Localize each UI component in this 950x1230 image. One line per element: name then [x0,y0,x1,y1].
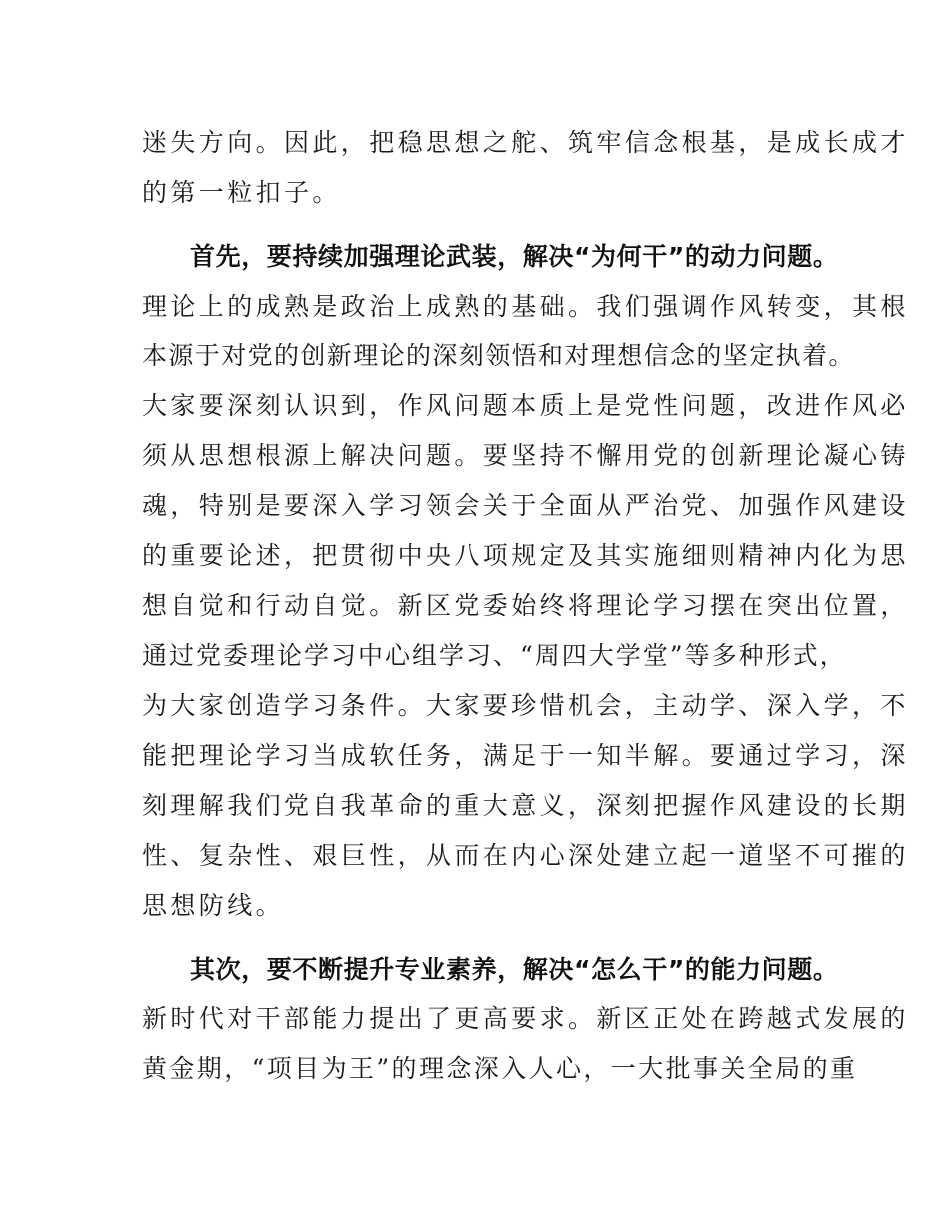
section-heading-second: 其次，要不断提升专业素养，解决“怎么干”的能力问题。 [190,955,839,984]
paragraph-line: 刻理解我们党自我革命的重大意义，深刻把握作风建设的长期 [142,791,909,820]
paragraph-line: 能把理论学习当成软任务，满足于一知半解。要通过学习，深 [142,741,909,770]
paragraph-line: 大家要深刻认识到，作风问题本质上是党性问题，改进作风必 [142,391,909,420]
paragraph-line: 黄金期，“项目为王”的理念深入人心，一大批事关全局的重 [142,1054,858,1083]
paragraph-line: 理论上的成熟是政治上成熟的基础。我们强调作风转变，其根 [142,292,909,321]
paragraph-line: 魂，特别是要深入学习领会关于全面从严治党、加强作风建设 [142,491,909,520]
paragraph-line: 通过党委理论学习中心组学习、“周四大学堂”等多种形式， [142,641,847,670]
paragraph-line: 须从思想根源上解决问题。要坚持不懈用党的创新理论凝心铸 [142,441,909,470]
paragraph-line: 思想防线。 [142,891,285,920]
paragraph-line: 的第一粒扣子。 [142,178,341,207]
paragraph-line: 的重要论述，把贯彻中央八项规定及其实施细则精神内化为思 [142,541,909,570]
paragraph-line: 迷失方向。因此，把稳思想之舵、筑牢信念根基，是成长成才 [142,128,909,157]
paragraph-line: 性、复杂性、艰巨性，从而在内心深处建立起一道坚不可摧的 [142,841,909,870]
paragraph-line: 想自觉和行动自觉。新区党委始终将理论学习摆在突出位置， [142,591,909,620]
paragraph-line: 本源于对党的创新理论的深刻领悟和对理想信念的坚定执着。 [142,341,855,370]
paragraph-line: 新时代对干部能力提出了更高要求。新区正处在跨越式发展的 [142,1004,909,1033]
section-heading-first: 首先，要持续加强理论武装，解决“为何干”的动力问题。 [190,242,839,271]
paragraph-line: 为大家创造学习条件。大家要珍惜机会，主动学、深入学，不 [142,691,909,720]
